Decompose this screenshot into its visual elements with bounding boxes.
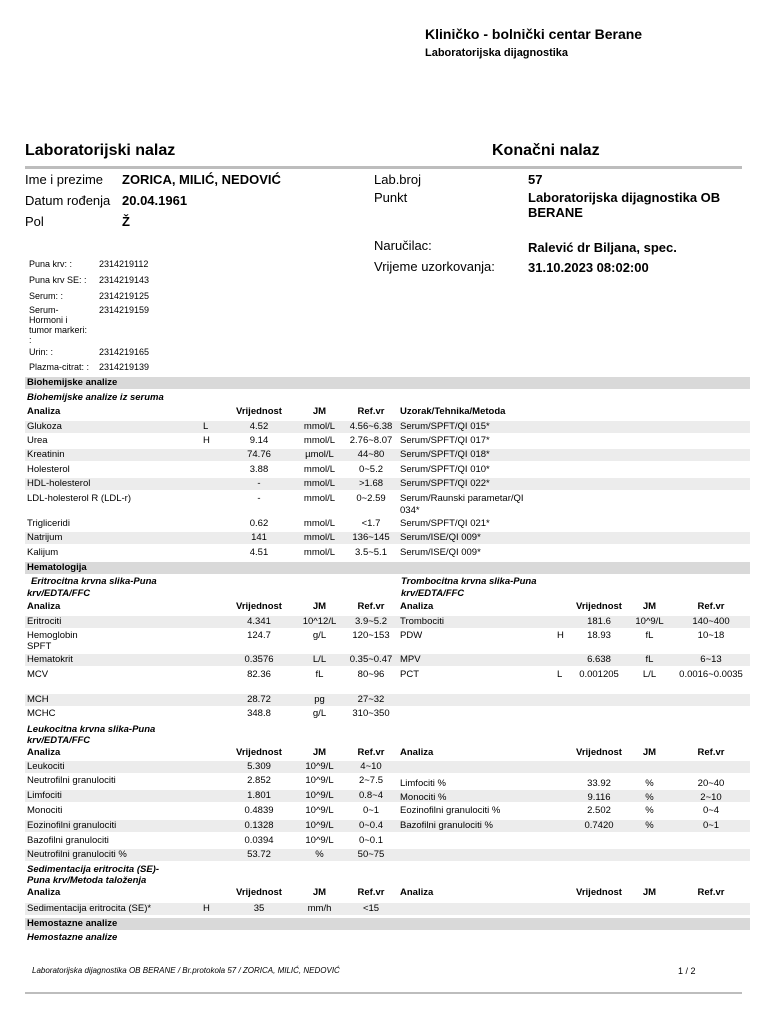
table-row: Holesterol 3.88 mmol/L 0~5.2 Serum/SPFT/QI 010* <box>27 464 490 475</box>
section-header-hemostasis: Hemostazne analize <box>25 918 750 930</box>
divider <box>25 166 742 169</box>
subsection-title: Leukocitna krvna slika-Puna <box>27 724 156 735</box>
table-row: Sedimentacija eritrocita (SE)* H 35 mm/h <15 <box>25 903 750 915</box>
subsection-title: Hemostazne analize <box>27 932 118 943</box>
section-header-biochemistry: Biohemijske analize <box>25 377 750 389</box>
orderer-name: Ralević dr Biljana, spec. <box>528 240 677 255</box>
table-row: Eritrociti 4.341 10^12/L 3.9~5.2 Trombociti 181.6 10^9/L 140~400 <box>25 616 750 628</box>
subsection-title: krv/EDTA/FFC <box>27 588 91 599</box>
punkt-line2: BERANE <box>528 205 583 220</box>
lab-number: 57 <box>528 172 543 187</box>
subsection-title: Eritrocitna krvna slika-Puna <box>31 576 157 587</box>
footer-divider <box>25 992 742 994</box>
table-header-row: Analiza Vrijednost JM Ref.vr Uzorak/Tehnika/Metoda <box>27 406 506 417</box>
sample-code: 2314219143 <box>99 275 150 285</box>
sample-label: Urin: : <box>29 347 54 357</box>
table-header-row: Analiza Vrijednost JM Ref.vr Analiza Vrijednost JM Ref.vr <box>27 887 725 898</box>
subsection-title: Trombocitna krvna slika-Puna <box>401 576 537 587</box>
table-row: Trigliceridi 0.62 mmol/L <1.7 Serum/SPFT/QI 021* <box>27 518 490 529</box>
sample-label: Serum: : <box>29 291 64 301</box>
table-row: Neutrofilni granulociti % 53.72 % 50~75 <box>25 849 750 861</box>
report-status: Konačni nalaz <box>492 142 600 159</box>
table-header-row: Analiza Vrijednost JM Ref.vr Analiza Vrijednost JM Ref.vr <box>27 747 725 758</box>
sample-code: 2314219159 <box>99 305 150 315</box>
table-row: MCV 82.36 fL 80~96 PCT L 0.001205 L/L 0.0016~0.0035 <box>27 669 743 680</box>
table-row: Hemoglobin SPFT 124.7 g/L 120~153 PDW H 18.93 fL 10~18 <box>27 630 725 652</box>
table-row: Monociti 0.4839 10^9/L 0~1 Eozinofilni granulociti % 2.502 % 0~4 <box>27 805 720 816</box>
patient-name: ZORICA, MILIĆ, NEDOVIĆ <box>122 172 281 187</box>
sample-code: 2314219112 <box>99 259 149 269</box>
labno-label: Lab.broj <box>374 172 421 187</box>
section-header-hematology: Hematologija <box>25 562 750 574</box>
subsection-title: Sedimentacija eritrocita (SE)- <box>27 864 159 875</box>
sex-label: Pol <box>25 214 44 229</box>
table-row: Limfociti 1.801 10^9/L 0.8~4 Monociti % 9.116 % 2~10 <box>25 790 750 802</box>
sample-code: 2314219165 <box>99 347 150 357</box>
patient-dob: 20.04.1961 <box>122 193 188 208</box>
sample-label: Puna krv: : <box>29 259 73 269</box>
sample-label: : <box>29 335 32 345</box>
sample-code: 2314219125 <box>99 291 150 301</box>
sample-label: Puna krv SE: : <box>29 275 87 285</box>
sample-label: tumor markeri: <box>29 325 88 335</box>
table-row: Kalijum 4.51 mmol/L 3.5~5.1 Serum/ISE/QI 009* <box>27 547 481 558</box>
sampling-time-label: Vrijeme uzorkovanja: <box>374 259 495 274</box>
table-row: Neutrofilni granulociti 2.852 10^9/L 2~7.5 Limfociti % 33.92 % 20~40 <box>27 775 725 789</box>
punkt-line1: Laboratorijska dijagnostika OB <box>528 190 721 205</box>
table-row: HDL-holesterol - mmol/L >1.68 Serum/SPFT/QI 022* <box>25 478 750 490</box>
subsection-title: Biohemijske analize iz seruma <box>27 392 164 403</box>
subsection-title: Puna krv/Metoda taloženja <box>27 875 147 886</box>
punkt-label: Punkt <box>374 190 408 205</box>
patient-sex: Ž <box>122 214 130 229</box>
subsection-title: krv/EDTA/FFC <box>401 588 465 599</box>
institution-name: Kliničko - bolnički centar Berane <box>425 26 643 42</box>
table-row: Natrijum 141 mmol/L 136~145 Serum/ISE/QI 009* <box>25 532 750 544</box>
table-row: Leukociti 5.309 10^9/L 4~10 <box>25 761 750 773</box>
report-title: Laboratorijski nalaz <box>25 142 176 159</box>
table-row: LDL-holesterol R (LDL-r) - mmol/L 0~2.59 Serum/Raunski parametar/QI 034* <box>27 493 524 516</box>
sample-label: Serum- <box>29 305 59 315</box>
table-row: Bazofilni granulociti 0.0394 10^9/L 0~0.1 <box>27 835 384 846</box>
name-label: Ime i prezime <box>25 172 104 187</box>
sampling-time: 31.10.2023 08:02:00 <box>528 260 649 275</box>
table-row: Urea H 9.14 mmol/L 2.76~8.07 Serum/SPFT/QI 017* <box>27 435 490 446</box>
table-row: MCHC 348.8 g/L 310~350 <box>27 708 390 719</box>
table-row: Kreatinin 74.76 µmol/L 44~80 Serum/SPFT/QI 018* <box>25 449 750 461</box>
sample-label: Hormoni i <box>29 315 68 325</box>
footer-text: Laboratorijska dijagnostika OB BERANE / Br.protokola 57 / ZORICA, MILIĆ, NEDOVIĆ <box>32 966 340 975</box>
orderer-label: Naručilac: <box>374 238 432 253</box>
table-row: MCH 28.72 pg 27~32 <box>25 694 750 706</box>
subsection-title: krv/EDTA/FFC <box>27 735 91 746</box>
sample-code: 2314219139 <box>99 362 150 372</box>
table-row: Eozinofilni granulociti 0.1328 10^9/L 0~0.4 Bazofilni granulociti % 0.7420 % 0~1 <box>25 820 750 832</box>
table-row: Glukoza L 4.52 mmol/L 4.56~6.38 Serum/SPFT/QI 015* <box>25 421 750 433</box>
dob-label: Datum rođenja <box>25 193 111 208</box>
sample-label: Plazma-citrat: : <box>29 362 90 372</box>
department-name: Laboratorijska dijagnostika <box>425 47 569 59</box>
page-number: 1 / 2 <box>678 966 696 976</box>
table-row: Hematokrit 0.3576 L/L 0.35~0.47 MPV 6.638 fL 6~13 <box>25 654 750 666</box>
table-header-row: Analiza Vrijednost JM Ref.vr Analiza Vrijednost JM Ref.vr <box>27 601 725 612</box>
